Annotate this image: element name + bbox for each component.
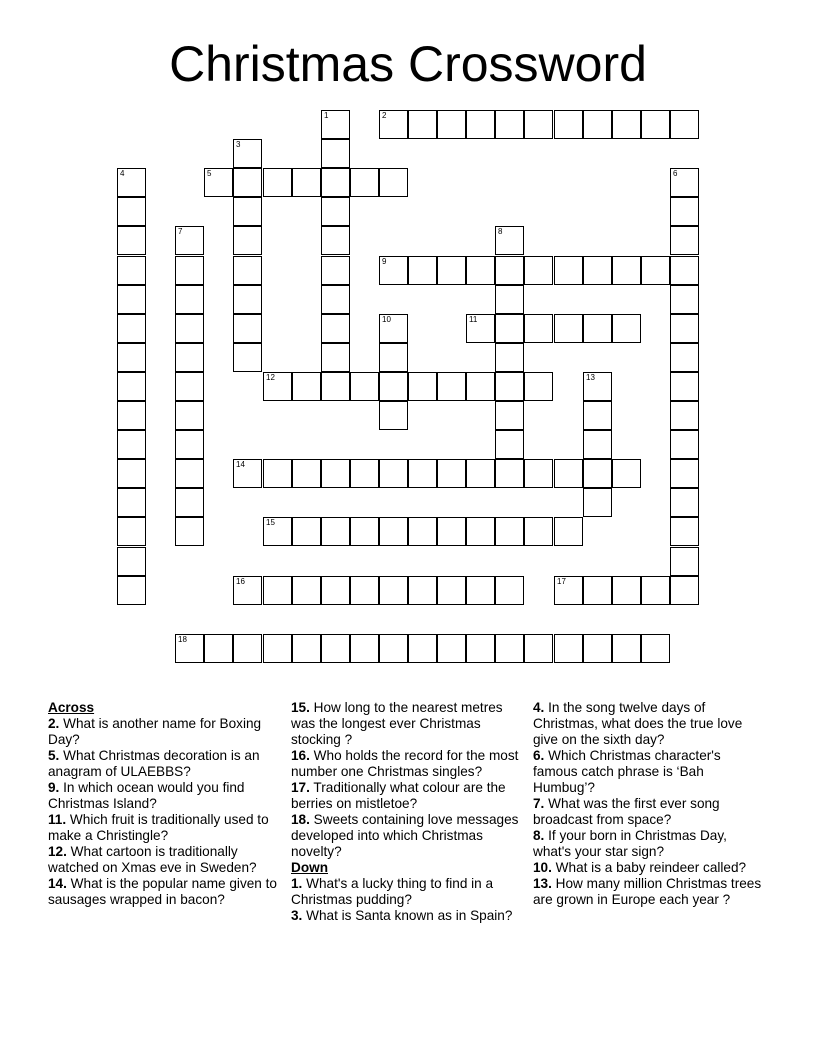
grid-cell[interactable] [321, 139, 350, 168]
clue-text: What cartoon is traditionally watched on Xmas eve in Sweden? [48, 843, 257, 875]
across-heading: Across [48, 700, 95, 715]
grid-cell[interactable] [495, 314, 524, 343]
clue-item [533, 796, 765, 828]
across-clues-list-continued [291, 700, 523, 860]
grid-cell[interactable] [466, 256, 495, 285]
clue-item [291, 780, 523, 812]
clue-number: 12 [266, 373, 275, 382]
grid-cell[interactable] [670, 343, 699, 372]
clues-column-1 [48, 700, 280, 908]
grid-cell[interactable] [495, 576, 524, 605]
grid-cell[interactable] [379, 634, 408, 663]
grid-cell[interactable] [379, 517, 408, 546]
grid-cell[interactable] [175, 459, 204, 488]
grid-cell[interactable] [321, 517, 350, 546]
grid-cell[interactable] [466, 372, 495, 401]
grid-cell[interactable] [495, 226, 524, 255]
grid-cell[interactable] [670, 576, 699, 605]
clue-number-label: 3. [291, 907, 303, 923]
clue-number: 16 [236, 577, 245, 586]
grid-cell[interactable] [437, 517, 466, 546]
grid-cell[interactable] [233, 139, 262, 168]
grid-cell[interactable] [292, 459, 321, 488]
grid-cell[interactable] [204, 634, 233, 663]
grid-cell[interactable] [670, 372, 699, 401]
clue-number-label: 14. [48, 875, 67, 891]
grid-cell[interactable] [554, 634, 583, 663]
clue-item [48, 748, 280, 780]
grid-cell[interactable] [321, 197, 350, 226]
grid-cell[interactable] [350, 634, 379, 663]
grid-cell[interactable] [495, 343, 524, 372]
grid-cell[interactable] [495, 430, 524, 459]
clue-number: 11 [469, 315, 478, 324]
grid-cell[interactable] [117, 343, 146, 372]
grid-cell[interactable] [583, 372, 612, 401]
grid-cell[interactable] [495, 634, 524, 663]
grid-cell[interactable] [350, 459, 379, 488]
grid-cell[interactable] [175, 430, 204, 459]
grid-cell[interactable] [524, 256, 553, 285]
puzzle-title: Christmas Crossword [169, 36, 647, 92]
clue-number: 3 [236, 140, 241, 149]
grid-cell[interactable] [117, 430, 146, 459]
grid-cell[interactable] [263, 459, 292, 488]
grid-cell[interactable] [175, 256, 204, 285]
grid-cell[interactable] [612, 634, 641, 663]
clue-number-label: 15. [291, 700, 310, 715]
grid-cell[interactable] [670, 401, 699, 430]
grid-cell[interactable] [233, 634, 262, 663]
clue-text: If your born in Christmas Day, what's your star sign? [533, 827, 727, 859]
grid-cell[interactable] [524, 110, 553, 139]
clue-item [48, 780, 280, 812]
grid-cell[interactable] [670, 226, 699, 255]
grid-cell[interactable] [379, 459, 408, 488]
clue-text: In the song twelve days of Christmas, what does the true love give on the sixth day? [533, 700, 743, 747]
grid-cell[interactable] [466, 459, 495, 488]
grid-cell[interactable] [408, 459, 437, 488]
grid-cell[interactable] [583, 634, 612, 663]
clue-number-label: 10. [533, 859, 552, 875]
grid-cell[interactable] [117, 576, 146, 605]
grid-cell[interactable] [583, 314, 612, 343]
grid-cell[interactable] [292, 372, 321, 401]
clue-item [48, 812, 280, 844]
grid-cell[interactable] [233, 197, 262, 226]
grid-cell[interactable] [233, 226, 262, 255]
grid-cell[interactable] [233, 168, 262, 197]
clue-number-label: 1. [291, 875, 303, 891]
clue-text: What's a lucky thing to find in a Christmas pudding? [291, 875, 494, 907]
grid-cell[interactable] [554, 459, 583, 488]
grid-cell[interactable] [495, 459, 524, 488]
grid-cell[interactable] [583, 110, 612, 139]
grid-cell[interactable] [495, 372, 524, 401]
clue-text: In which ocean would you find Christmas Island? [48, 779, 245, 811]
clue-number-label: 4. [533, 700, 545, 715]
clue-item [533, 748, 765, 796]
grid-cell[interactable] [670, 488, 699, 517]
across-clues-list [48, 716, 280, 908]
clue-item [48, 844, 280, 876]
grid-cell[interactable] [117, 401, 146, 430]
grid-cell[interactable] [117, 226, 146, 255]
grid-cell[interactable] [117, 168, 146, 197]
clue-number-label: 7. [533, 795, 545, 811]
grid-cell[interactable] [466, 314, 495, 343]
grid-cell[interactable] [175, 343, 204, 372]
clue-number: 2 [382, 111, 387, 120]
grid-cell[interactable] [175, 285, 204, 314]
grid-cell[interactable] [233, 343, 262, 372]
clue-number: 15 [266, 518, 275, 527]
clue-number: 7 [178, 227, 183, 236]
clue-item [291, 908, 523, 924]
grid-cell[interactable] [583, 430, 612, 459]
grid-cell[interactable] [670, 547, 699, 576]
grid-cell[interactable] [466, 576, 495, 605]
grid-cell[interactable] [641, 576, 670, 605]
grid-cell[interactable] [641, 634, 670, 663]
clue-text: Sweets containing love messages developed into which Christmas novelty? [291, 811, 519, 859]
grid-cell[interactable] [379, 256, 408, 285]
clue-text: Who holds the record for the most number one Christmas singles? [291, 747, 519, 779]
clue-item [291, 876, 523, 908]
clue-text: Traditionally what colour are the berries on mistletoe? [291, 779, 506, 811]
grid-cell[interactable] [437, 634, 466, 663]
grid-cell[interactable] [379, 168, 408, 197]
grid-cell[interactable] [175, 634, 204, 663]
grid-cell[interactable] [350, 168, 379, 197]
grid-cell[interactable] [408, 110, 437, 139]
grid-cell[interactable] [495, 256, 524, 285]
grid-cell[interactable] [583, 256, 612, 285]
grid-cell[interactable] [321, 459, 350, 488]
grid-cell[interactable] [175, 488, 204, 517]
grid-cell[interactable] [379, 576, 408, 605]
grid-cell[interactable] [670, 168, 699, 197]
grid-cell[interactable] [466, 634, 495, 663]
grid-cell[interactable] [117, 372, 146, 401]
grid-cell[interactable] [437, 459, 466, 488]
clue-text: How many million Christmas trees are grown in Europe each year ? [533, 875, 762, 907]
grid-cell[interactable] [554, 517, 583, 546]
clue-number: 6 [673, 169, 678, 178]
grid-cell[interactable] [612, 110, 641, 139]
clue-number-label: 16. [291, 747, 310, 763]
clue-number: 1 [324, 111, 329, 120]
grid-cell[interactable] [233, 576, 262, 605]
clue-number: 5 [207, 169, 212, 178]
grid-cell[interactable] [350, 576, 379, 605]
clue-number: 10 [382, 315, 391, 324]
clue-number: 18 [178, 635, 187, 644]
grid-cell[interactable] [554, 314, 583, 343]
clue-text: What is the popular name given to sausages wrapped in bacon? [48, 875, 277, 907]
grid-cell[interactable] [175, 372, 204, 401]
grid-cell[interactable] [495, 401, 524, 430]
grid-cell[interactable] [554, 110, 583, 139]
clue-text: Which fruit is traditionally used to make a Christingle? [48, 811, 269, 843]
grid-cell[interactable] [379, 314, 408, 343]
grid-cell[interactable] [117, 459, 146, 488]
clue-text: What is a baby reindeer called? [551, 859, 747, 875]
grid-cell[interactable] [670, 430, 699, 459]
clue-number-label: 6. [533, 747, 545, 763]
grid-cell[interactable] [233, 256, 262, 285]
clue-number-label: 12. [48, 843, 67, 859]
grid-cell[interactable] [117, 547, 146, 576]
clue-text: Which Christmas character's famous catch phrase is ‘Bah Humbug’? [533, 747, 721, 795]
grid-cell[interactable] [321, 285, 350, 314]
grid-cell[interactable] [583, 576, 612, 605]
grid-cell[interactable] [554, 576, 583, 605]
clue-text: What was the first ever song broadcast from space? [533, 795, 720, 827]
grid-cell[interactable] [117, 488, 146, 517]
clue-item [291, 812, 523, 860]
grid-cell[interactable] [641, 256, 670, 285]
grid-cell[interactable] [554, 256, 583, 285]
grid-cell[interactable] [204, 168, 233, 197]
clue-number-label: 9. [48, 779, 60, 795]
grid-cell[interactable] [583, 488, 612, 517]
grid-cell[interactable] [612, 576, 641, 605]
grid-cell[interactable] [175, 517, 204, 546]
clue-number: 8 [498, 227, 503, 236]
grid-cell[interactable] [524, 459, 553, 488]
grid-cell[interactable] [263, 634, 292, 663]
clue-number-label: 8. [533, 827, 545, 843]
grid-cell[interactable] [350, 372, 379, 401]
clue-item [48, 716, 280, 748]
clues-column-3 [533, 700, 765, 908]
grid-cell[interactable] [408, 256, 437, 285]
grid-cell[interactable] [292, 576, 321, 605]
grid-cell[interactable] [524, 314, 553, 343]
grid-cell[interactable] [292, 634, 321, 663]
clue-number-label: 5. [48, 747, 60, 763]
grid-cell[interactable] [408, 576, 437, 605]
grid-cell[interactable] [321, 256, 350, 285]
grid-cell[interactable] [670, 459, 699, 488]
grid-cell[interactable] [524, 517, 553, 546]
grid-cell[interactable] [117, 314, 146, 343]
clue-number: 4 [120, 169, 125, 178]
grid-cell[interactable] [495, 110, 524, 139]
clue-text: How long to the nearest metres was the longest ever Christmas stocking ? [291, 700, 503, 747]
grid-cell[interactable] [379, 343, 408, 372]
grid-cell[interactable] [437, 256, 466, 285]
clue-item [291, 748, 523, 780]
clue-number: 17 [557, 577, 566, 586]
grid-cell[interactable] [117, 517, 146, 546]
grid-cell[interactable] [175, 314, 204, 343]
clue-number-label: 2. [48, 715, 60, 731]
grid-cell[interactable] [175, 401, 204, 430]
grid-cell[interactable] [612, 314, 641, 343]
clues-column-2 [291, 700, 523, 924]
clue-number: 9 [382, 257, 387, 266]
grid-cell[interactable] [263, 372, 292, 401]
clue-number: 13 [586, 373, 595, 382]
clue-number-label: 18. [291, 811, 310, 827]
grid-cell[interactable] [495, 285, 524, 314]
clue-text: What is another name for Boxing Day? [48, 715, 262, 747]
grid-cell[interactable] [495, 517, 524, 546]
grid-cell[interactable] [583, 401, 612, 430]
grid-cell[interactable] [117, 256, 146, 285]
grid-cell[interactable] [321, 110, 350, 139]
grid-cell[interactable] [233, 314, 262, 343]
grid-cell[interactable] [263, 517, 292, 546]
grid-cell[interactable] [263, 576, 292, 605]
down-heading: Down [291, 859, 328, 875]
grid-cell[interactable] [263, 168, 292, 197]
grid-cell[interactable] [670, 517, 699, 546]
grid-cell[interactable] [292, 168, 321, 197]
grid-cell[interactable] [379, 401, 408, 430]
grid-cell[interactable] [641, 110, 670, 139]
grid-cell[interactable] [670, 256, 699, 285]
clue-item [48, 876, 280, 908]
grid-cell[interactable] [350, 517, 379, 546]
grid-cell[interactable] [437, 372, 466, 401]
grid-cell[interactable] [321, 634, 350, 663]
down-clues-list [291, 876, 523, 924]
clue-item [291, 700, 523, 748]
grid-cell[interactable] [321, 226, 350, 255]
grid-cell[interactable] [408, 634, 437, 663]
grid-cell[interactable] [466, 110, 495, 139]
grid-cell[interactable] [583, 459, 612, 488]
clue-number: 14 [236, 460, 245, 469]
clue-text: What Christmas decoration is an anagram of ULAEBBS? [48, 747, 260, 779]
clue-number-label: 13. [533, 875, 552, 891]
clue-text: What is Santa known as in Spain? [302, 907, 513, 923]
grid-cell[interactable] [437, 110, 466, 139]
grid-cell[interactable] [321, 314, 350, 343]
grid-cell[interactable] [670, 110, 699, 139]
grid-cell[interactable] [321, 168, 350, 197]
grid-cell[interactable] [408, 517, 437, 546]
clue-item [533, 860, 765, 876]
grid-cell[interactable] [321, 576, 350, 605]
clue-number-label: 17. [291, 779, 310, 795]
clue-item [533, 828, 765, 860]
grid-cell[interactable] [670, 314, 699, 343]
clue-number-label: 11. [48, 811, 67, 827]
grid-cell[interactable] [670, 197, 699, 226]
grid-cell[interactable] [612, 459, 641, 488]
grid-cell[interactable] [175, 226, 204, 255]
grid-cell[interactable] [408, 372, 437, 401]
grid-cell[interactable] [524, 634, 553, 663]
grid-cell[interactable] [292, 517, 321, 546]
down-clues-list-continued [533, 700, 765, 908]
grid-cell[interactable] [612, 256, 641, 285]
grid-cell[interactable] [379, 110, 408, 139]
grid-cell[interactable] [466, 517, 495, 546]
grid-cell[interactable] [437, 576, 466, 605]
grid-cell[interactable] [233, 459, 262, 488]
grid-cell[interactable] [117, 285, 146, 314]
grid-cell[interactable] [233, 285, 262, 314]
grid-cell[interactable] [524, 372, 553, 401]
clue-item [533, 876, 765, 908]
grid-cell[interactable] [379, 372, 408, 401]
grid-cell[interactable] [321, 343, 350, 372]
grid-cell[interactable] [670, 285, 699, 314]
clue-item [533, 700, 765, 748]
grid-cell[interactable] [117, 197, 146, 226]
grid-cell[interactable] [321, 372, 350, 401]
